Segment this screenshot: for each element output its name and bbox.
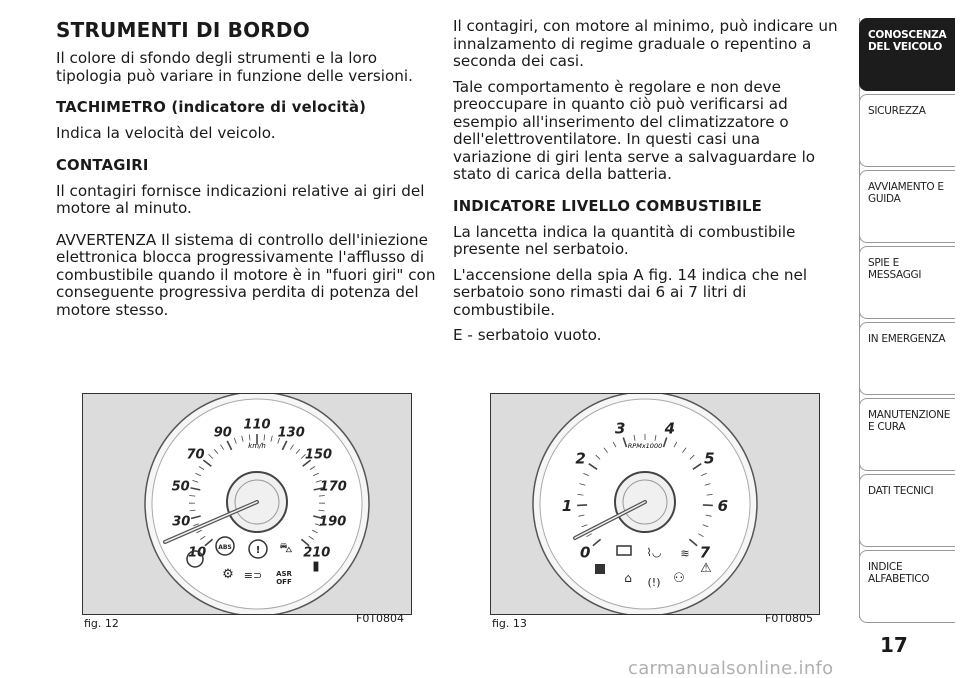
door-open-icon: ▮ — [312, 559, 320, 574]
behaviour-text: Tale comportamento è regolare e non deve preoccupare in quanto ciò può verificarsi ad esempio all'inserimento del climatizzatore o dell'elettroventilatore. In questi casi una variazione di giri lenta serve a salvaguardare lo stato di carica della batteria. — [453, 77, 816, 183]
tachometer-illustration — [491, 394, 820, 615]
svg-text:OFF: OFF — [276, 578, 292, 586]
fuel-warning-text: L'accensione della spia A fig. 14 indica che nel serbatoio sono rimasti dai 6 ai 7 litri di combustibile. — [453, 265, 808, 319]
tachometer-figure — [490, 393, 820, 615]
rpm-unit-label: RPMx1000 — [627, 442, 663, 450]
page-number: 17 — [880, 633, 908, 657]
speed-unit-label: km/h — [248, 442, 266, 450]
esc-icon: ⛍ — [279, 541, 293, 556]
intro-text: Il colore di sfondo degli strumenti e la loro tipologia può variare in funzione delle versioni. — [56, 49, 413, 85]
tab-conoscenza-del-veicolo[interactable]: CONOSCENZA DEL VEICOLO — [859, 18, 955, 91]
gauge-scale-label: 4 — [664, 419, 676, 438]
speedometer-figure — [82, 393, 412, 615]
idle-rpm-text: Il contagiri, con motore al minimo, può indicare un innalzamento di regime graduale o repentino a seconda dei casi. — [453, 17, 838, 70]
tab-sicurezza[interactable]: SICUREZZA — [859, 94, 955, 167]
asr-off-icon: ASR — [276, 570, 292, 578]
tab-avviamento-e-guida[interactable]: AVVIAMENTO E GUIDA — [859, 170, 955, 243]
fig-13-code: F0T0805 — [765, 612, 814, 625]
fuel-gauge-text: La lancetta indica la quantità di combustibile presente nel serbatoio. — [453, 222, 796, 258]
tachometer-text: Il contagiri fornisce indicazioni relative ai giri del motore al minuto. — [56, 181, 425, 217]
gauge-scale-label: 2 — [575, 449, 586, 468]
chapter-tabs — [859, 18, 955, 626]
coolant-temperature-icon: ≋ — [680, 547, 690, 560]
gauge-scale-label: 6 — [717, 497, 729, 516]
gauge-scale-label: 1 — [561, 497, 573, 516]
tachometer-heading: CONTAGIRI — [56, 156, 149, 174]
gauge-scale-label: 50 — [171, 479, 190, 495]
tab-spie-e-messaggi[interactable]: SPIE E MESSAGGI — [859, 246, 955, 319]
fig-12-code: F0T0804 — [356, 612, 405, 625]
gauge-major-tick — [577, 505, 587, 506]
speedometer-illustration — [83, 394, 412, 615]
fig-13-label: fig. 13 — [492, 617, 527, 630]
gauge-scale-label: 90 — [213, 425, 232, 441]
fuel-gauge-heading: INDICATORE LIVELLO COMBUSTIBILE — [453, 197, 762, 215]
right-column — [453, 18, 839, 353]
gauge-scale-label: 190 — [319, 514, 347, 530]
page-title: STRUMENTI DI BORDO — [56, 18, 310, 42]
fig-12-label: fig. 12 — [84, 617, 119, 630]
tyre-pressure-icon: (!) — [647, 576, 661, 589]
fuel-reserve-icon — [595, 564, 605, 574]
gauge-scale-label: 110 — [243, 417, 271, 433]
speedometer-text: Indica la velocità del veicolo. — [56, 124, 276, 142]
fuel-empty-text: E - serbatoio vuoto. — [453, 326, 602, 344]
gauge-scale-label: 5 — [704, 449, 715, 468]
tab-in-emergenza[interactable]: IN EMERGENZA — [859, 322, 955, 395]
engine-warning-icon: ⚙ — [222, 567, 234, 582]
gauge-scale-label: 150 — [304, 447, 333, 463]
gauge-scale-label: 30 — [172, 514, 191, 530]
tab-manutenzione-e-cura[interactable]: MANUTENZIONE E CURA — [859, 398, 955, 471]
gauge-scale-label: 210 — [303, 545, 331, 561]
glow-plug-icon: ⌂ — [624, 571, 632, 585]
oil-pressure-icon: ⌇◡ — [646, 546, 662, 559]
svg-text:!: ! — [255, 545, 261, 556]
seat-belt-icon: ⚠ — [700, 561, 712, 576]
speedometer-heading: TACHIMETRO (indicatore di velocità) — [56, 99, 367, 116]
gauge-scale-label: 170 — [319, 479, 347, 495]
left-column — [56, 18, 438, 327]
warning-text: AVVERTENZA Il sistema di controllo dell'iniezione elettronica blocca progressivamente l'afflusso di combustibile quando il motore è in "fuori giri" con conseguente progressiva perdita di potenza del motore stesso. — [56, 230, 436, 319]
fog-light-icon: ≡⊃ — [243, 569, 263, 582]
gauge-scale-label: 0 — [579, 543, 591, 562]
gauge-scale-label: 3 — [614, 419, 626, 438]
watermark: carmanualsonline.info — [628, 658, 834, 678]
tab-dati-tecnici[interactable]: DATI TECNICI — [859, 474, 955, 547]
tab-indice-alfabetico[interactable]: INDICE ALFABETICO — [859, 550, 955, 623]
gauge-scale-label: 7 — [699, 543, 711, 562]
svg-text:ABS: ABS — [218, 544, 232, 551]
airbag-icon: ⚇ — [673, 571, 685, 586]
gauge-scale-label: 130 — [277, 425, 305, 441]
gauge-major-tick — [703, 505, 713, 506]
gauge-scale-label: 70 — [186, 447, 205, 463]
gauge-scale-label: 10 — [188, 545, 207, 561]
